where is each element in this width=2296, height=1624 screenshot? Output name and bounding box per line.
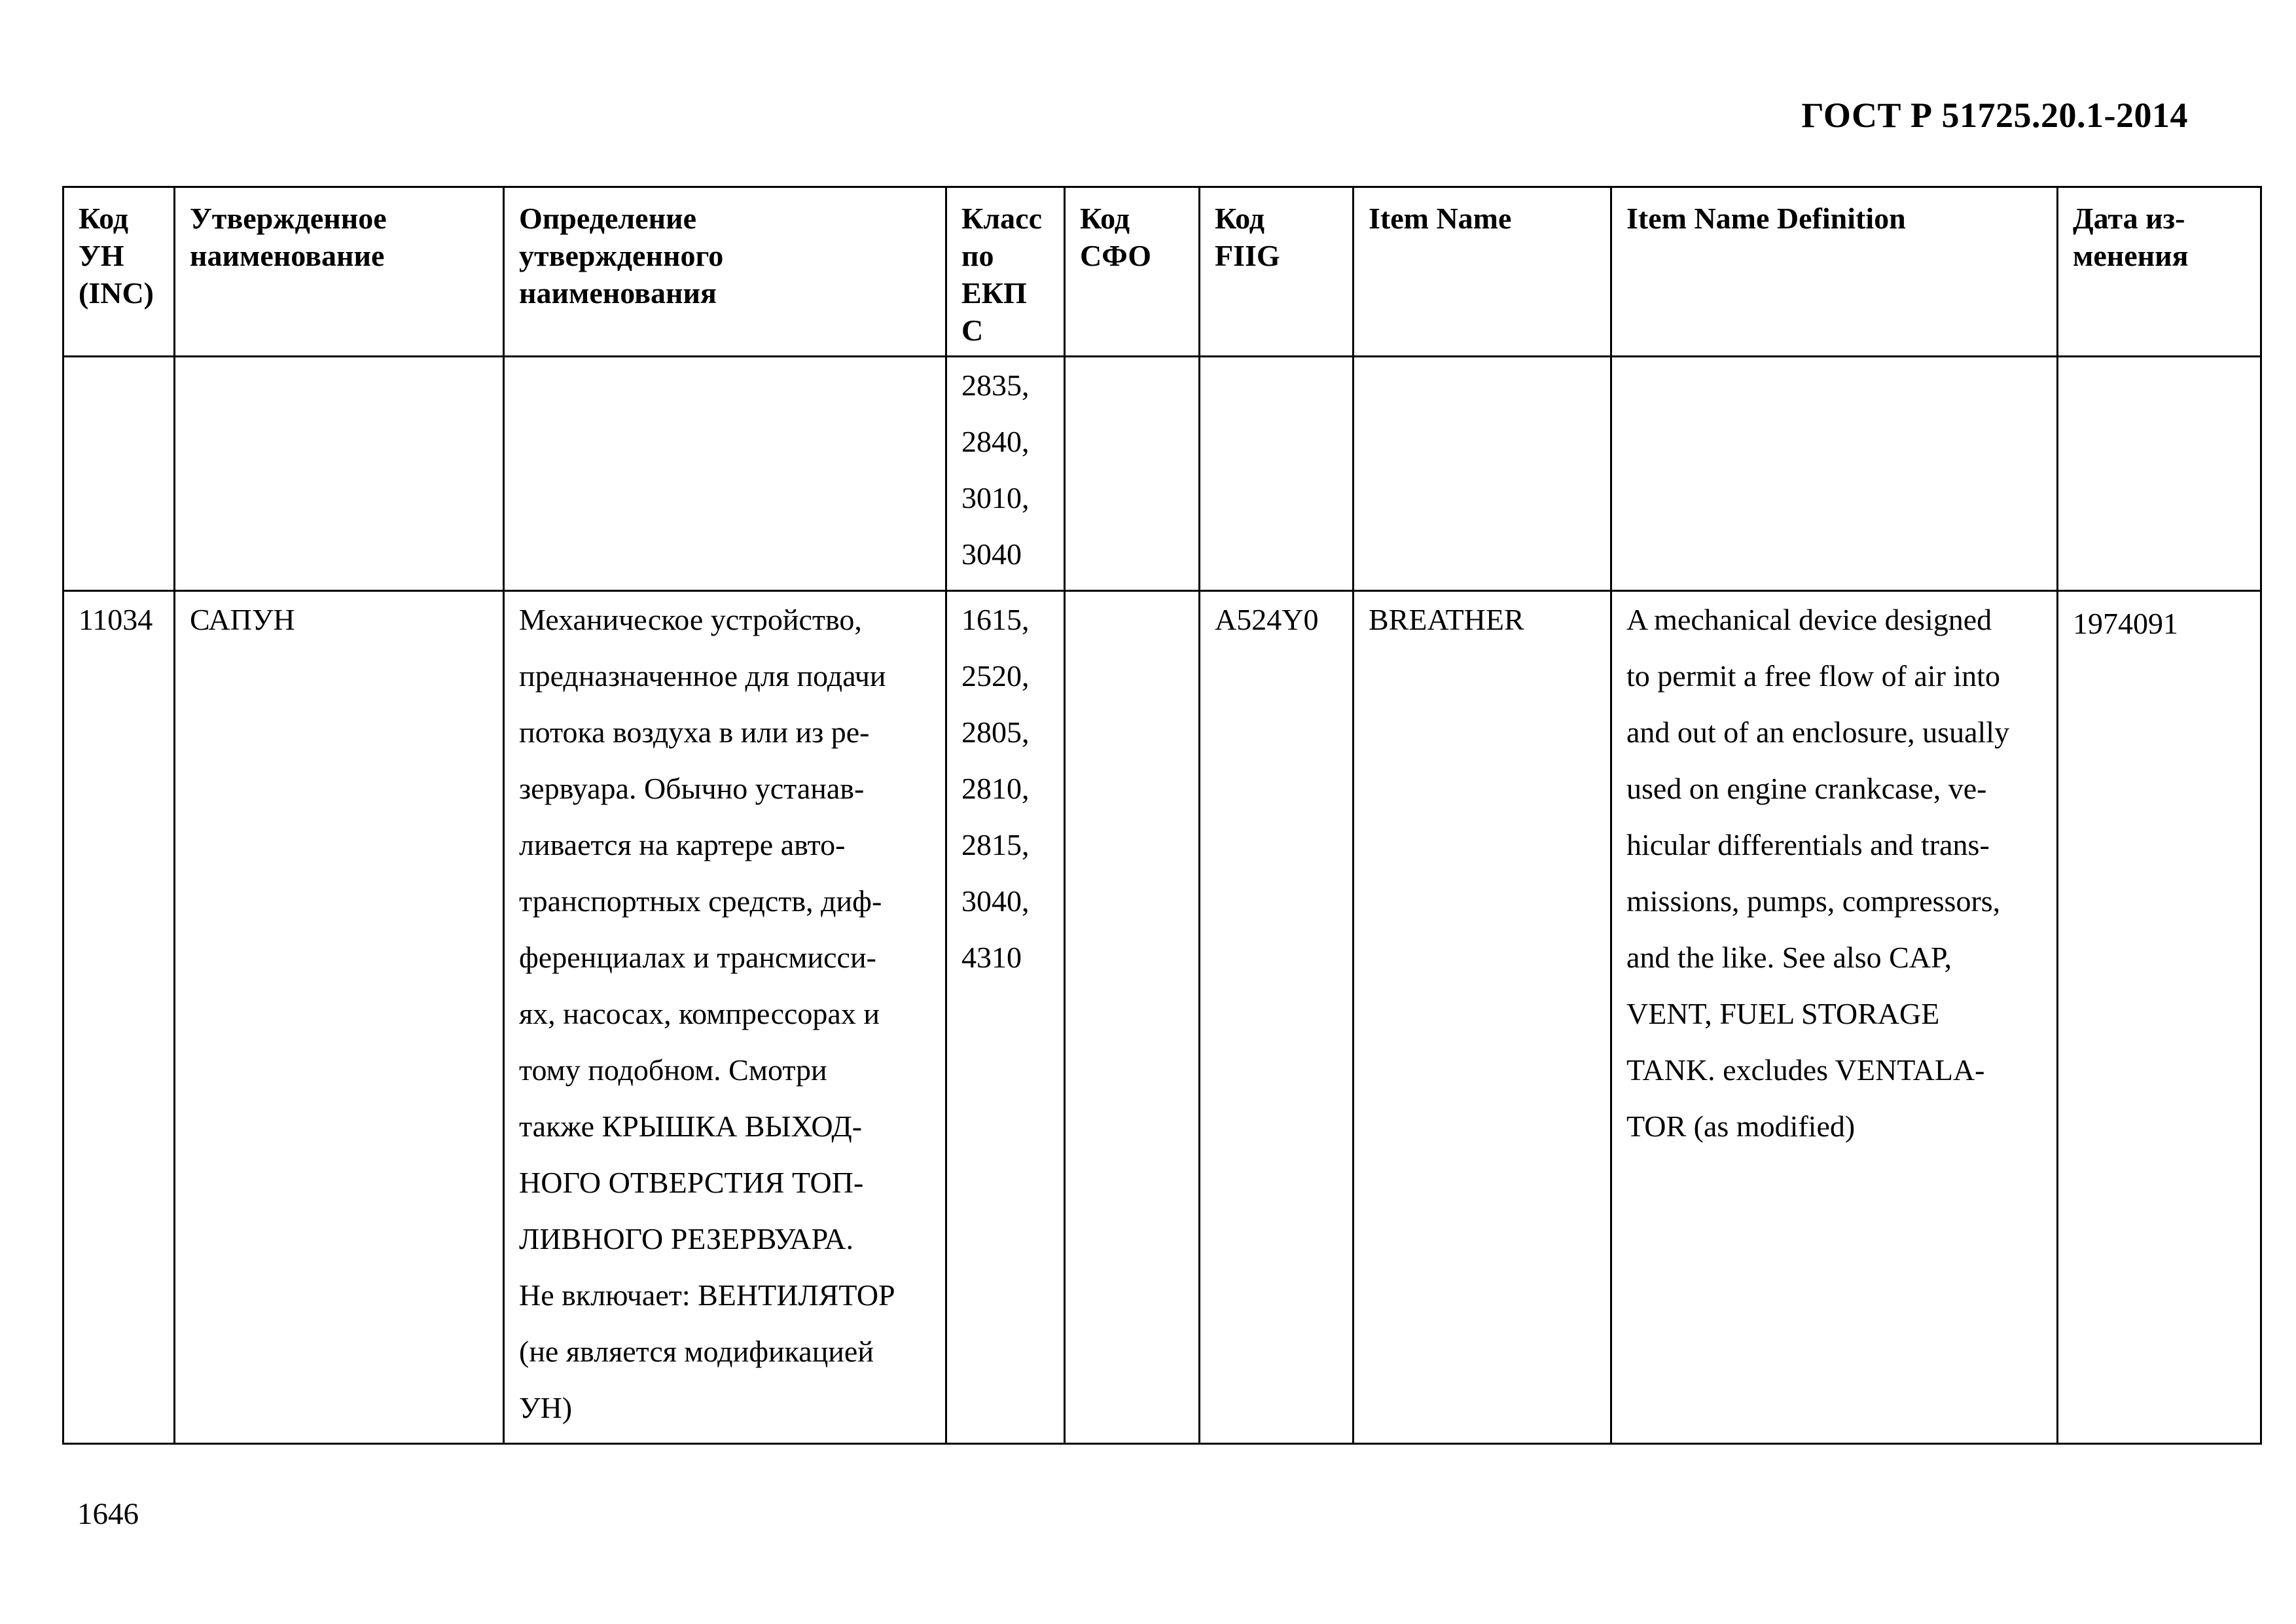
cell-class-codes: 2835, 2840, 3010, 3040 bbox=[946, 357, 1065, 591]
cell-inc bbox=[63, 357, 175, 591]
cell-definition bbox=[504, 357, 946, 591]
cell-sfo-code bbox=[1065, 357, 1200, 591]
inc-table bbox=[62, 186, 2262, 1445]
cell-fiig-code bbox=[1200, 357, 1354, 591]
header-item-name: Item Name bbox=[1354, 187, 1611, 357]
header-item-name-definition: Item Name Definition bbox=[1611, 187, 2058, 357]
header-definition: Определение утвержденного наименования bbox=[504, 187, 946, 357]
cell-definition: Механическое устройство, предназначенное для подачи потока воздуха в или из ре- зервуара. Обычно устанав- ливается на картере авто- транспортных средств, диф- ференциалах и трансмисси- ях, насосах, компрессорах и тому подобном. Смотри также КРЫШКА ВЫХОД- НОГО ОТВЕРСТИЯ ТОП- ЛИВНОГО РЕЗЕРВУАРА. Не включает: ВЕНТИЛЯТОР (не является модификацией УН) bbox=[504, 591, 946, 1444]
header-approved-name: Утвержденное наименование bbox=[175, 187, 504, 357]
table-header-row bbox=[63, 187, 2261, 357]
header-class: Класс по ЕКП С bbox=[946, 187, 1065, 357]
cell-item-name: BREATHER bbox=[1354, 591, 1611, 1444]
cell-approved-name: САПУН bbox=[175, 591, 504, 1444]
cell-item-name-definition: A mechanical device designed to permit a free flow of air into and out of an enclosure, usually used on engine crankcase, ve- hicular differentials and trans- missions, pumps, compressors, and the like. See also CAP, VENT, FUEL STORAGE TANK. excludes VENTALA- TOR (as modified) bbox=[1611, 591, 2058, 1444]
cell-fiig-code: A524Y0 bbox=[1200, 591, 1354, 1444]
header-change-date: Дата из- менения bbox=[2058, 187, 2261, 357]
cell-change-date: 1974091 bbox=[2058, 591, 2261, 1444]
table-row bbox=[63, 591, 2261, 1444]
cell-sfo-code bbox=[1065, 591, 1200, 1444]
cell-change-date bbox=[2058, 357, 2261, 591]
standard-id: ГОСТ Р 51725.20.1-2014 bbox=[1801, 96, 2188, 135]
header-fiig-code: Код FIIG bbox=[1200, 187, 1354, 357]
cell-inc: 11034 bbox=[63, 591, 175, 1444]
table-row-continuation bbox=[63, 357, 2261, 591]
header-sfo-code: Код СФО bbox=[1065, 187, 1200, 357]
header-inc: Код УН (INC) bbox=[63, 187, 175, 357]
cell-class-codes: 1615, 2520, 2805, 2810, 2815, 3040, 4310 bbox=[946, 591, 1065, 1444]
cell-item-name-definition bbox=[1611, 357, 2058, 591]
cell-approved-name bbox=[175, 357, 504, 591]
page-number: 1646 bbox=[77, 1497, 139, 1531]
cell-item-name bbox=[1354, 357, 1611, 591]
